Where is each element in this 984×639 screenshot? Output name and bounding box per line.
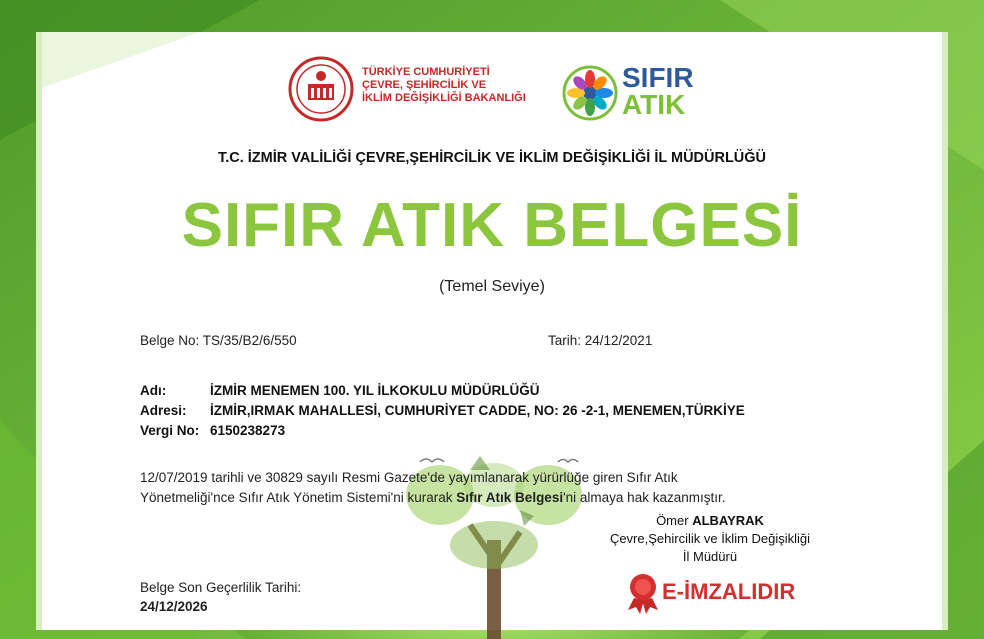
holder-address: İZMİR,IRMAK MAHALLESİ, CUMHURİYET CADDE, NO: 26 -2-1, MENEMEN,TÜRKİYE: [210, 403, 745, 418]
body-line-2: [140, 488, 820, 508]
body-line-2-start: Yönetmeliği'nce Sıfır Atık Yönetim Sistemi'ni kurarak: [140, 490, 457, 505]
certificate-date: Tarih: 24/12/2021: [548, 333, 653, 348]
holder-name: İZMİR MENEMEN 100. YIL İLKOKULU MÜDÜRLÜĞÜ: [210, 383, 540, 398]
signer-name: [560, 512, 860, 530]
certificate-title: SIFIR ATIK BELGESİ: [181, 191, 803, 260]
directorate-heading: T.C. İZMİR VALİLİĞİ ÇEVRE,ŞEHİRCİLİK VE İKLİM DEĞİŞİKLİĞİ İL MÜDÜRLÜĞÜ: [217, 150, 767, 166]
validity-label: Belge Son Geçerlilik Tarihi:: [140, 580, 302, 595]
body-line-2-end: 'ni almaya hak kazanmıştır.: [563, 490, 726, 505]
signer-title-line-1: Çevre,Şehircilik ve İklim Değişikliği: [609, 531, 811, 546]
holder-address-label: Adresi:: [140, 403, 187, 418]
certificate-number: Belge No: TS/35/B2/6/550: [140, 333, 297, 348]
ministry-line: ÇEVRE, ŞEHİRCİLİK VE: [362, 79, 487, 91]
sifir-atik-flower-icon: [564, 67, 616, 119]
logo-word-atik: ATIK: [622, 89, 686, 120]
signer-last-name: ALBAYRAK: [692, 513, 764, 528]
e-signed-label: E-İMZALIDIR: [662, 579, 796, 604]
ministry-line: TÜRKİYE CUMHURİYETİ: [362, 66, 490, 78]
signer-first-name: Ömer: [656, 513, 693, 528]
tax-number-label: Vergi No:: [140, 423, 200, 438]
holder-name-label: Adı:: [140, 383, 167, 398]
signer-title-line-2: İl Müdürü: [682, 549, 738, 564]
sifir-atik-logo-text: [622, 64, 694, 118]
signer-block: [560, 512, 860, 566]
validity-date: 24/12/2026: [140, 599, 208, 614]
body-line-1: 12/07/2019 tarihli ve 30829 sayılı Resmi Gazete'de yayımlanarak yürürlüğe giren Sıfır Atık: [140, 470, 678, 485]
ministry-line: İKLİM DEĞİŞİKLİĞİ BAKANLIĞI: [362, 92, 526, 104]
body-line-2-highlight: Sıfır Atık Belgesi: [456, 490, 564, 505]
ministry-logo-text: [362, 66, 534, 105]
validity-block: [140, 578, 301, 616]
certificate-level: (Temel Seviye): [439, 278, 545, 295]
certificate-body-text: [140, 468, 820, 508]
tax-number: 6150238273: [210, 423, 286, 438]
logo-word-sifir: SIFIR: [622, 62, 694, 93]
